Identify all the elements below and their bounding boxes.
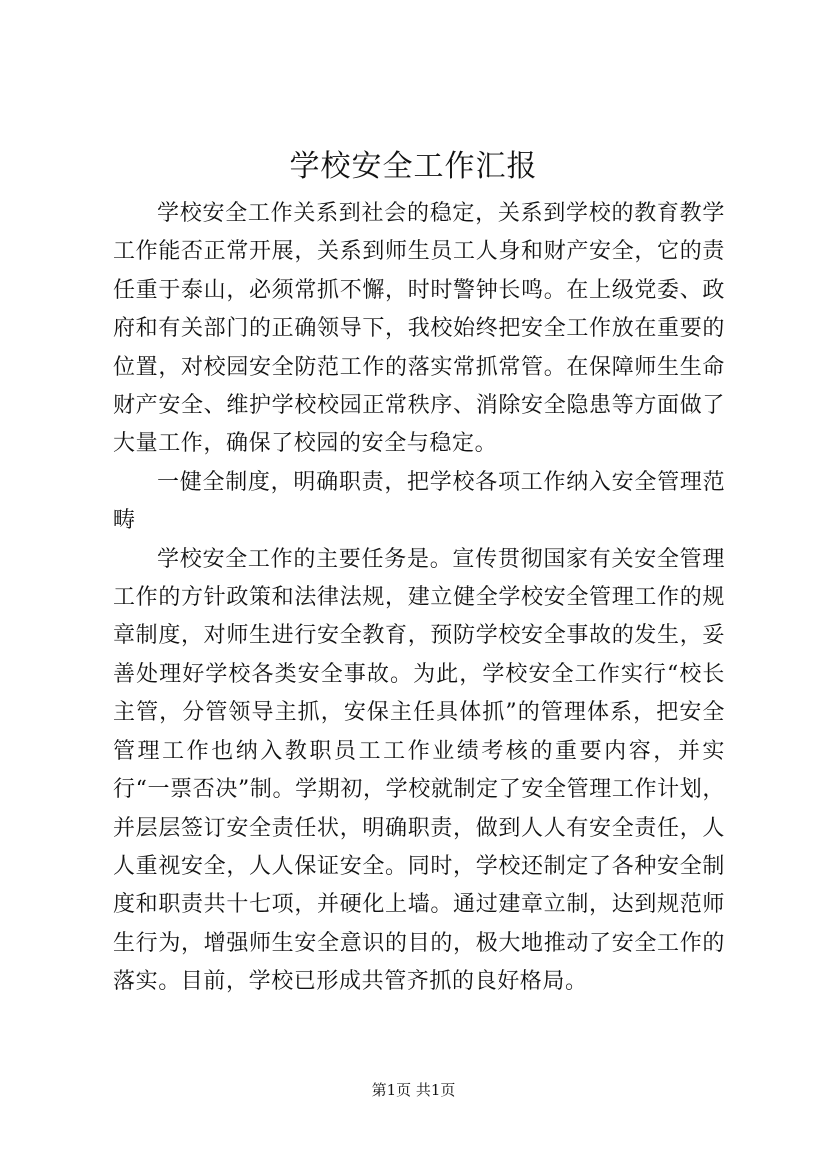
page-footer: 第1页 共1页 (371, 1081, 456, 1099)
document-title: 学校安全工作汇报 (289, 149, 538, 184)
paragraph-section-body: 学校安全工作的主要任务是。宣传贯彻国家有关安全管理工作的方针政策和法律法规，建立健全学校安全管理工作的规章制度，对师生进行安全教育，预防学校安全事故的发生，妥善处理好学校各类安全事故。为此，学校安全工作实行“校长主管，分管领导主抓，安保主任具体抓”的管理体系，把安全管理工作也纳入教职员工工作业绩考核的重要内容，并实行“一票否决”制。学期初，学校就制定了安全管理工作计划，并层层签订安全责任状，明确职责，做到人人有安全责任，人人重视安全，人人保证安全。同时，学校还制定了各种安全制度和职责共十七项，并硬化上墙。通过建章立制，达到规范师生行为，增强师生安全意识的目的，极大地推动了安全工作的落实。目前，学校已形成共管齐抓的良好格局。 (113, 546, 725, 995)
section-heading: 一健全制度，明确职责，把学校各项工作纳入安全管理范畴 (113, 469, 725, 534)
paragraph-intro: 学校安全工作关系到社会的稳定，关系到学校的教育教学工作能否正常开展，关系到师生员工人身和财产安全，它的责任重于泰山，必须常抓不懈，时时警钟长鸣。在上级党委、政府和有关部门的正确领导下，我校始终把安全工作放在重要的位置，对校园安全防范工作的落实常抓常管。在保障师生生命财产安全、维护学校校园正常秩序、消除安全隐患等方面做了大量工作，确保了校园的安全与稳定。 (113, 201, 725, 457)
document-body (113, 195, 725, 1002)
